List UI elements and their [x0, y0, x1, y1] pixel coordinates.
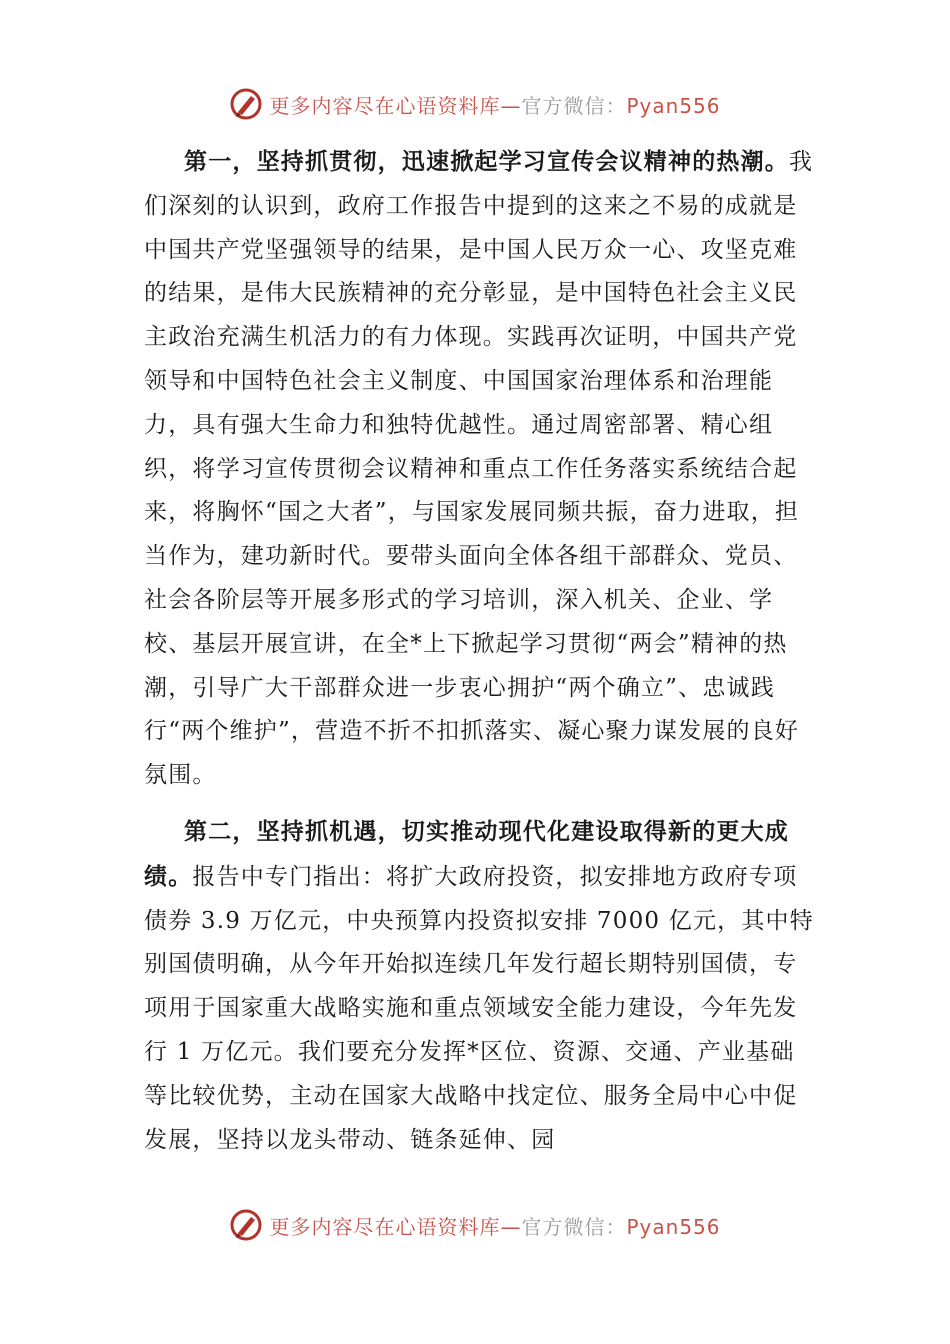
pen-logo-icon — [229, 1208, 263, 1242]
footer-watermark — [0, 1205, 950, 1245]
paragraph-2-heading: 第二，坚持抓机遇，切实推动现代化建设取得新的更大成绩。 — [144, 817, 789, 890]
paragraph-1-heading: 第一，坚持抓贯彻，迅速掀起学习宣传会议精神的热潮。 — [184, 148, 789, 175]
paragraph-1 — [144, 140, 816, 798]
watermark-text: 更多内容尽在心语资料库—官方微信：Pyan556 — [269, 93, 721, 118]
pen-logo-icon — [229, 87, 263, 121]
paragraph-2 — [144, 810, 816, 1162]
paragraph-2-body: 报告中专门指出：将扩大政府投资，拟安排地方政府专项债券 3.9 万亿元，中央预算内投资拟安排 7000 亿元，其中特别国债明确，从今年开始拟连续几年发行超长期特别国债，专项用于国家重大战略实施和重点领域安全能力建设，今年先发行 1 万亿元。我们要充分发挥*区位、资源、交通、产业基础等比较优势，主动在国家大战略中找定位、服务全局中心中促发展，坚持以龙头带动、链条延伸、园 — [144, 863, 814, 1153]
paragraph-1-body: 我们深刻的认识到，政府工作报告中提到的这来之不易的成就是中国共产党坚强领导的结果，是中国人民万众一心、攻坚克难的结果，是伟大民族精神的充分彰显，是中国特色社会主义民主政治充满生机活力的有力体现。实践再次证明，中国共产党领导和中国特色社会主义制度、中国国家治理体系和治理能力，具有强大生命力和独特优越性。通过周密部署、精心组织，将学习宣传贯彻会议精神和重点工作任务落实系统结合起来，将胸怀“国之大者”，与国家发展同频共振，奋力进取，担当作为，建功新时代。要带头面向全体各组干部群众、党员、社会各阶层等开展多形式的学习培训，深入机关、企业、学校、基层开展宣讲，在全*上下掀起学习贯彻“两会”精神的热潮，引导广大干部群众进一步衷心拥护“两个确立”、忠诚践行“两个维护”，营造不折不扣抓落实、凝心聚力谋发展的良好氛围。 — [144, 149, 814, 789]
watermark-text: 更多内容尽在心语资料库—官方微信：Pyan556 — [269, 1214, 721, 1239]
header-watermark — [0, 84, 950, 124]
document-body — [144, 140, 816, 1174]
